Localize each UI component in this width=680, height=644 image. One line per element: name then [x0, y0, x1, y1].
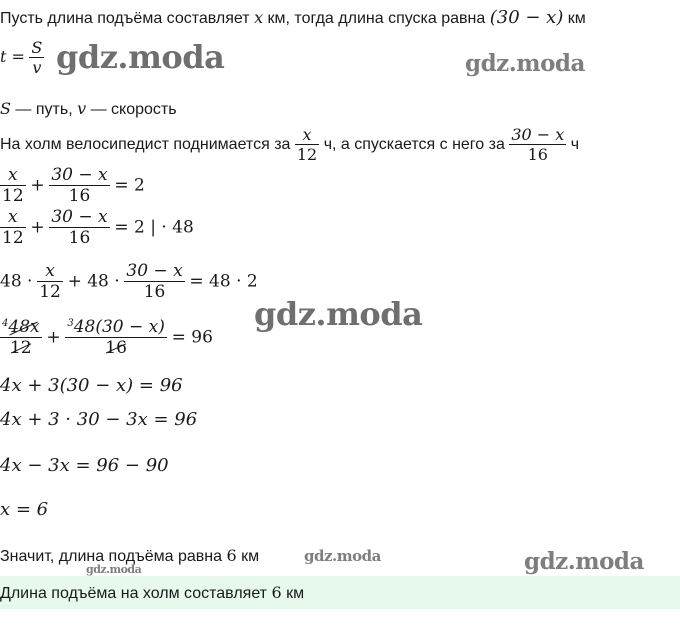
- eq4-den2: 16: [105, 338, 127, 358]
- eq4-den1: 12: [9, 338, 32, 358]
- formula-frac: [29, 38, 44, 78]
- eq4-plus: +: [46, 327, 61, 348]
- up-num: x: [295, 125, 319, 145]
- eq4-num1: 48x: [8, 317, 40, 337]
- eq1-frac1: [0, 166, 26, 206]
- formula-den: v: [32, 58, 42, 77]
- answer-value: 6: [271, 583, 282, 602]
- intro-text: Пусть длина подъёма составляет: [0, 10, 255, 27]
- eq3-mid: + 48 ·: [67, 271, 120, 292]
- eq1-den2: 16: [68, 186, 91, 206]
- intro-text-2: км, тогда длина спуска равна: [263, 10, 490, 27]
- down-den: 16: [527, 145, 548, 164]
- eq3-num2: 30 − x: [126, 261, 183, 281]
- eq3-frac1: [37, 262, 63, 302]
- watermark-logo: gdz.moda: [465, 50, 585, 77]
- answer-box: [0, 576, 680, 609]
- answer-unit: км: [281, 585, 305, 602]
- hill-text: На холм велосипедист поднимается за: [0, 136, 295, 154]
- formula-lhs: t =: [0, 47, 25, 67]
- eq2-rhs: = 2 | · 48: [114, 217, 194, 238]
- eq2-frac2: [49, 208, 109, 248]
- var-v: v: [77, 99, 87, 118]
- eq1-num2: 30 − x: [51, 165, 108, 185]
- eq3-den2: 16: [143, 282, 166, 302]
- equation-2: [0, 208, 194, 248]
- answer-text: Длина подъёма на холм составляет: [0, 585, 272, 602]
- eq4-frac2: [65, 318, 167, 358]
- down-num: 30 − x: [511, 125, 565, 144]
- formula-num: S: [31, 38, 43, 57]
- conclusion-text: Значит, длина подъёма равна: [0, 548, 227, 565]
- equation-1: [0, 166, 145, 206]
- eq4-sup2: 3: [67, 318, 74, 329]
- eq2-num1: x: [0, 208, 26, 228]
- watermark-logo: gdz.moda: [86, 563, 142, 576]
- eq2-den1: 12: [2, 228, 24, 248]
- legend-text: — путь,: [10, 101, 78, 118]
- eq4-num2: 48(30 − x): [73, 317, 165, 337]
- eq3-den1: 12: [39, 282, 61, 302]
- var-s: S: [0, 99, 11, 118]
- hill-line: [0, 125, 579, 165]
- eq1-rhs: = 2: [114, 175, 145, 196]
- legend-text-2: — скорость: [86, 101, 177, 118]
- hill-text-2: ч, а спускается с него за: [323, 136, 510, 154]
- eq1-plus: +: [30, 175, 45, 196]
- intro-text-3: км: [563, 10, 586, 27]
- descent-expr: (30 − x): [489, 7, 564, 28]
- eq1-frac2: [49, 166, 109, 206]
- eq2-num2: 30 − x: [51, 207, 108, 227]
- hill-text-3: ч: [570, 136, 580, 154]
- equation-5: 4x + 3(30 − x) = 96: [0, 375, 183, 396]
- intro-line: [0, 8, 586, 29]
- equation-6: 4x + 3 · 30 − 3x = 96: [0, 409, 198, 430]
- watermark-logo: gdz.moda: [254, 295, 423, 333]
- down-time-frac: [509, 125, 566, 165]
- eq2-frac1: [0, 208, 26, 248]
- watermark-logo: gdz.moda: [304, 547, 381, 565]
- eq2-den2: 16: [68, 228, 91, 248]
- equation-8: x = 6: [0, 499, 49, 520]
- watermark-logo: gdz.moda: [56, 38, 225, 76]
- equation-3: [0, 262, 258, 302]
- eq1-den1: 12: [2, 186, 24, 206]
- equation-4: [0, 318, 213, 358]
- eq4-frac1: [0, 318, 42, 358]
- equation-7: 4x − 3x = 96 − 90: [0, 455, 169, 476]
- eq3-frac2: [124, 262, 184, 302]
- var-x: x: [254, 8, 264, 27]
- eq1-num1: x: [0, 166, 26, 186]
- eq4-rhs: = 96: [171, 327, 213, 348]
- eq3-pre: 48 ·: [0, 271, 33, 292]
- time-formula: [0, 38, 44, 78]
- up-time-frac: [295, 125, 319, 165]
- legend-line: [0, 99, 177, 120]
- conclusion-value: 6: [226, 546, 237, 565]
- watermark-logo: gdz.moda: [524, 548, 644, 575]
- eq3-rhs: = 48 · 2: [189, 271, 258, 292]
- eq2-plus: +: [30, 217, 45, 238]
- conclusion-unit: км: [236, 548, 260, 565]
- eq4-sup1: 4: [2, 318, 9, 329]
- up-den: 12: [296, 145, 318, 164]
- eq3-num1: x: [37, 262, 63, 282]
